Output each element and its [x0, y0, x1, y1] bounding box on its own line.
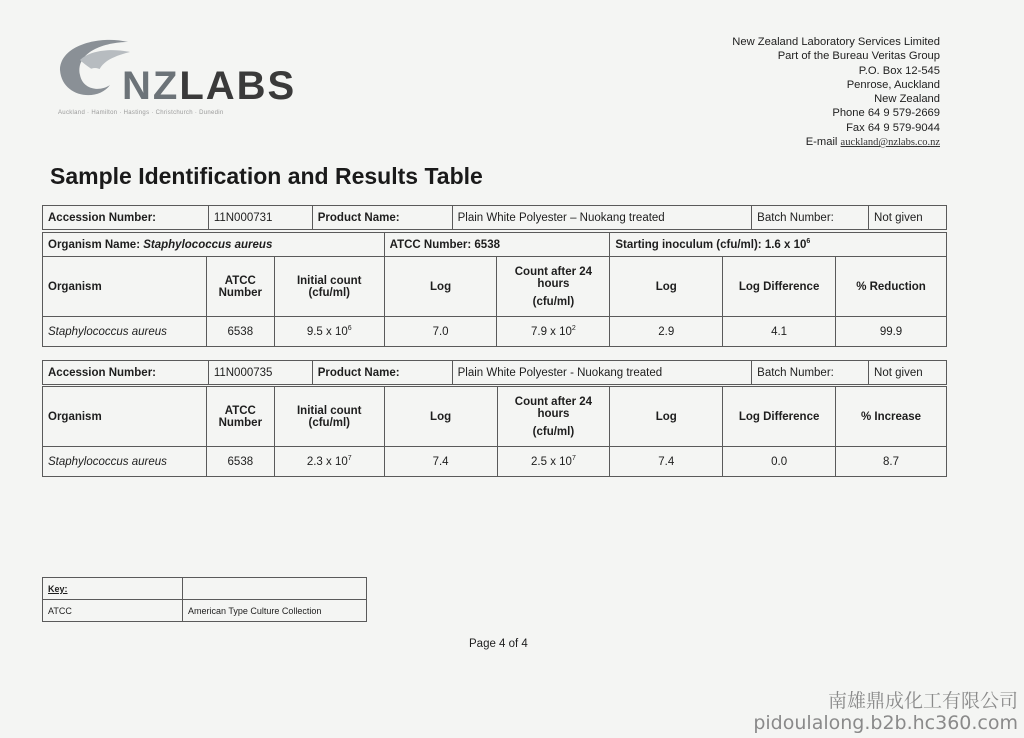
table-row: [43, 317, 947, 347]
header-percent-increase: % Increase: [836, 387, 947, 447]
header-atcc-number: ATCC Number: [206, 257, 274, 317]
table-row: [43, 447, 947, 477]
logo-wordmark: NZLABS: [122, 64, 297, 108]
nzlabs-logo: [50, 30, 360, 130]
logo-cities: Auckland · Hamilton · Hastings · Christchurch · Dunedin: [58, 110, 224, 116]
header-log: Log: [384, 387, 497, 447]
cell-atcc: 6538: [206, 317, 274, 347]
key-definition: American Type Culture Collection: [183, 600, 367, 622]
batch-label: Batch Number:: [752, 206, 869, 230]
cell-percent: 99.9: [836, 317, 947, 347]
product-name: Plain White Polyester – Nuokang treated: [452, 206, 752, 230]
header-log: Log: [610, 387, 723, 447]
product-label: Product Name:: [312, 206, 452, 230]
starting-inoculum-cell: Starting inoculum (cfu/ml): 1.6 x $10^6$: [610, 233, 947, 257]
sample2-accession-table: [42, 360, 947, 385]
cell-initial-count: 2.3 x $10^7$: [274, 447, 384, 477]
header-organism: Organism: [43, 387, 207, 447]
batch-label: Batch Number:: [752, 361, 869, 385]
header-initial-count: Initial count (cfu/ml): [274, 257, 384, 317]
product-label: Product Name:: [312, 361, 452, 385]
address-line: Penrose, Auckland: [846, 78, 940, 91]
header-initial-count: Initial count (cfu/ml): [274, 387, 384, 447]
product-name: Plain White Polyester - Nuokang treated: [452, 361, 752, 385]
header-log: Log: [610, 257, 723, 317]
cell-organism: Staphylococcus aureus: [43, 317, 207, 347]
accession-label: Accession Number:: [43, 361, 209, 385]
watermark-company: 南雄鼎成化工有限公司: [827, 690, 1018, 712]
accession-label: Accession Number:: [43, 206, 209, 230]
phone-number: Phone 64 9 579-2669: [832, 107, 940, 120]
header-log-difference: Log Difference: [723, 387, 836, 447]
cell-count-after: 2.5 x $10^7$: [497, 447, 610, 477]
email-link[interactable]: auckland@nzlabs.co.nz: [840, 137, 940, 149]
page-title: Sample Identification and Results Table: [50, 163, 483, 189]
fax-number: Fax 64 9 579-9044: [846, 121, 940, 134]
key-term: ATCC: [43, 600, 183, 622]
watermark-url: pidoulalong.b2b.hc360.com: [753, 712, 1018, 734]
watermark: [753, 690, 1018, 734]
key-heading: Key:: [43, 578, 183, 600]
organism-name-cell: Organism Name: Staphylococcus aureus: [43, 233, 385, 257]
cell-log: 7.4: [384, 447, 497, 477]
atcc-number-cell: ATCC Number: 6538: [384, 233, 610, 257]
page-number: Page 4 of 4: [469, 638, 528, 650]
cell-log-difference: 4.1: [723, 317, 836, 347]
cell-log: 2.9: [610, 317, 723, 347]
company-address: [732, 35, 940, 150]
cell-log: 7.4: [610, 447, 723, 477]
cell-organism: Staphylococcus aureus: [43, 447, 207, 477]
header-atcc-number: ATCC Number: [206, 387, 274, 447]
accession-number: 11N000735: [208, 361, 312, 385]
sample1-results-table: [42, 232, 947, 347]
cell-log-difference: 0.0: [723, 447, 836, 477]
header-count-after-24h: Count after 24 hours (cfu/ml): [497, 257, 610, 317]
email-line: E-mail auckland@nzlabs.co.nz: [805, 136, 940, 149]
cell-percent: 8.7: [836, 447, 947, 477]
address-line: P.O. Box 12-545: [858, 64, 940, 77]
sample1-accession-table: [42, 205, 947, 230]
header-percent-reduction: % Reduction: [836, 257, 947, 317]
header-count-after-24h: Count after 24 hours (cfu/ml): [497, 387, 610, 447]
address-line: New Zealand: [874, 93, 940, 106]
cell-log: 7.0: [384, 317, 497, 347]
cell-count-after: 7.9 x $10^2$: [497, 317, 610, 347]
header-organism: Organism: [43, 257, 207, 317]
header-log: Log: [384, 257, 497, 317]
address-line: Part of the Bureau Veritas Group: [777, 50, 940, 63]
sample2-results-table: [42, 386, 947, 477]
cell-atcc: 6538: [206, 447, 274, 477]
key-table: [42, 577, 367, 622]
batch-number: Not given: [869, 361, 947, 385]
address-line: New Zealand Laboratory Services Limited: [732, 36, 940, 48]
batch-number: Not given: [869, 206, 947, 230]
key-empty: [183, 578, 367, 600]
header-log-difference: Log Difference: [723, 257, 836, 317]
cell-initial-count: 9.5 x $10^6$: [274, 317, 384, 347]
accession-number: 11N000731: [208, 206, 312, 230]
